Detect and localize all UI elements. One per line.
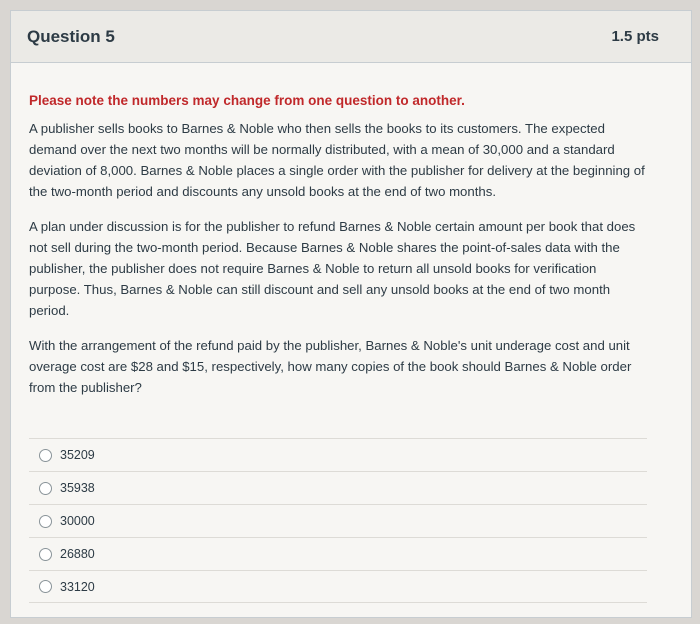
answer-label: 35938 <box>60 481 95 495</box>
answer-label: 30000 <box>60 514 95 528</box>
answer-option-5[interactable] <box>29 570 647 603</box>
answer-option-3[interactable] <box>29 504 647 537</box>
question-title: Question 5 <box>27 26 115 46</box>
question-paragraph-1: A publisher sells books to Barnes & Noble who then sells the books to its customers. The expected demand over the next two months will be normally distributed, with a mean of 30,000 and a standard deviation of 8,000. Barnes & Noble places a single order with the publisher for delivery at the beginning of the two-month period and discounts any unsold books at the end of two months. <box>29 121 645 199</box>
question-paragraph-3: With the arrangement of the refund paid by the publisher, Barnes & Noble's unit underage cost and unit overage cost are $28 and $15, respectively, how many copies of the book should Barnes & Noble order from the publisher? <box>29 338 632 395</box>
answer-option-4[interactable] <box>29 537 647 570</box>
answer-label: 33120 <box>60 579 95 594</box>
answer-list <box>29 438 647 603</box>
answer-option-2[interactable] <box>29 471 647 504</box>
question-card <box>10 10 692 618</box>
answer-label: 35209 <box>60 448 95 462</box>
question-note: Please note the numbers may change from one question to another. <box>29 93 465 108</box>
radio-button[interactable] <box>39 482 52 495</box>
radio-button[interactable] <box>39 548 52 561</box>
question-points: 1.5 pts <box>611 28 659 45</box>
radio-button[interactable] <box>39 515 52 528</box>
answer-option-1[interactable] <box>29 438 647 471</box>
answer-label: 26880 <box>60 547 95 561</box>
radio-button[interactable] <box>39 580 52 593</box>
question-paragraph-2: A plan under discussion is for the publisher to refund Barnes & Noble certain amount per book that does not sell during the two-month period. Because Barnes & Noble shares the point-of-sales data with the publisher, the publisher does not require Barnes & Noble to return all unsold books for verification purpose. Thus, Barnes & Noble can still discount and sell any unsold books at the end of two month period. <box>29 219 636 318</box>
question-body <box>11 63 691 603</box>
question-header <box>11 11 691 63</box>
radio-button[interactable] <box>39 449 52 462</box>
